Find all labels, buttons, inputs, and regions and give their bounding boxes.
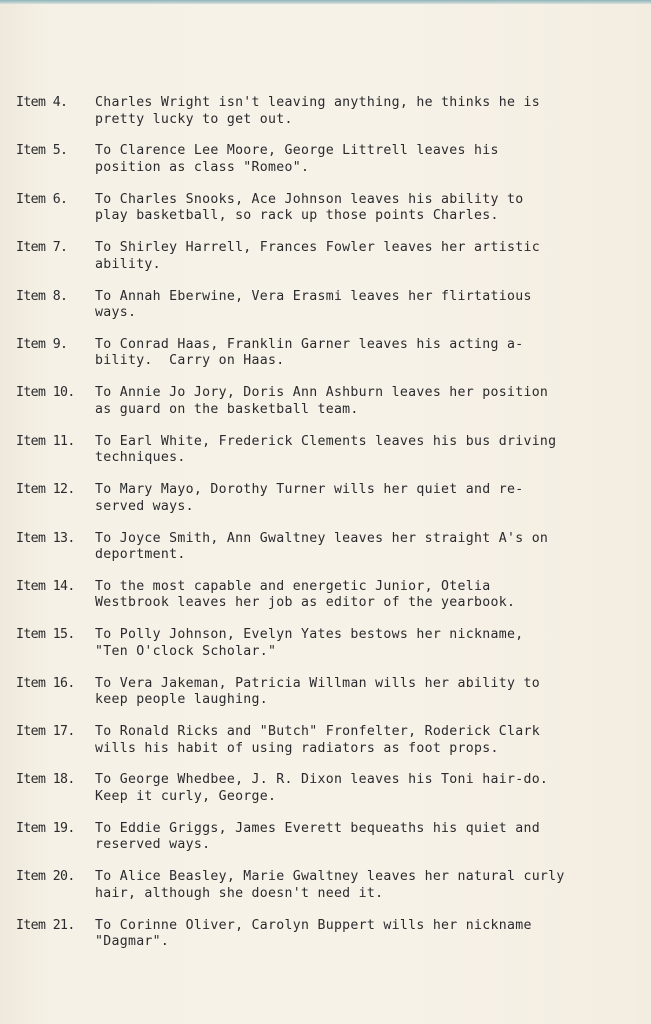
item-number: Item 4. (16, 95, 68, 110)
list-item (16, 289, 646, 337)
list-item (16, 531, 646, 579)
item-line: To the most capable and energetic Junior, Otelia (95, 578, 491, 594)
item-number: Item 17. (16, 724, 75, 740)
item-line: keep people laughing. (95, 692, 269, 708)
item-line: To Polly Johnson, Evelyn Yates bestows her nickname, (95, 627, 524, 643)
bequest-list (16, 95, 646, 966)
item-line: pretty lucky to get out. (95, 111, 293, 127)
item-text (95, 434, 651, 467)
item-number: Item 16. (16, 675, 75, 691)
item-line: To Alice Beasley, Marie Gwaltney leaves her natural curly (95, 869, 565, 885)
list-item (16, 627, 646, 675)
item-line: "Dagmar". (95, 934, 170, 950)
item-line: To Vera Jakeman, Patricia Willman wills her ability to (95, 675, 540, 691)
item-number: Item 19. (16, 820, 75, 836)
item-line: To Joyce Smith, Ann Gwaltney leaves her straight A's on (95, 530, 549, 546)
list-item (16, 385, 646, 433)
list-item (16, 821, 646, 869)
item-number: Item 10. (16, 385, 75, 401)
item-text (95, 240, 651, 273)
item-line: ability. (95, 256, 161, 272)
list-item (16, 434, 646, 482)
item-line: To George Whedbee, J. R. Dixon leaves his Toni hair-do. (95, 772, 549, 788)
item-text (95, 143, 651, 176)
item-text (95, 482, 651, 515)
item-line: techniques. (95, 450, 186, 466)
item-line: To Annie Jo Jory, Doris Ann Ashburn leaves her position (95, 385, 549, 401)
item-text (95, 918, 651, 951)
item-line: To Charles Snooks, Ace Johnson leaves his ability to (95, 191, 524, 207)
item-number: Item 6. (16, 191, 68, 207)
item-line: To Conrad Haas, Franklin Garner leaves his acting a- (95, 336, 524, 352)
item-number: Item 20. (16, 869, 75, 885)
item-number: Item 5. (16, 143, 68, 159)
item-text (95, 289, 651, 322)
list-item (16, 676, 646, 724)
list-item (16, 95, 646, 143)
item-number: Item 8. (16, 288, 68, 304)
list-item (16, 240, 646, 288)
item-number: Item 7. (16, 240, 68, 256)
list-item (16, 143, 646, 191)
item-line: served ways. (95, 498, 194, 514)
item-line: To Mary Mayo, Dorothy Turner wills her quiet and re- (95, 482, 524, 498)
item-line: To Corinne Oliver, Carolyn Buppert wills her nickname (95, 917, 532, 933)
item-number: Item 11. (16, 433, 75, 449)
item-text (95, 95, 651, 128)
list-item (16, 724, 646, 772)
item-text (95, 772, 651, 805)
item-number: Item 21. (16, 917, 75, 933)
item-number: Item 15. (16, 627, 75, 643)
item-line: reserved ways. (95, 837, 211, 853)
item-line: To Annah Eberwine, Vera Erasmi leaves her flirtatious (95, 288, 532, 304)
item-line: "Ten O'clock Scholar." (95, 643, 277, 659)
item-line: To Shirley Harrell, Frances Fowler leaves her artistic (95, 240, 540, 256)
item-number: Item 13. (16, 530, 75, 546)
item-line: as guard on the basketball team. (95, 401, 359, 417)
item-line: Keep it curly, George. (95, 788, 277, 804)
item-line: hair, although she doesn't need it. (95, 885, 384, 901)
item-number: Item 9. (16, 336, 68, 352)
list-item (16, 772, 646, 820)
item-line: bility. Carry on Haas. (95, 353, 285, 369)
item-text (95, 385, 651, 418)
item-line: wills his habit of using radiators as foot props. (95, 740, 499, 756)
list-item (16, 869, 646, 917)
list-item (16, 192, 646, 240)
list-item (16, 337, 646, 385)
item-line: Westbrook leaves her job as editor of the yearbook. (95, 595, 516, 611)
item-line: To Clarence Lee Moore, George Littrell leaves his (95, 143, 499, 159)
list-item (16, 482, 646, 530)
list-item (16, 918, 646, 966)
item-text (95, 579, 651, 612)
item-text (95, 724, 651, 757)
item-text (95, 337, 651, 370)
item-line: To Ronald Ricks and "Butch" Fronfelter, Roderick Clark (95, 724, 540, 740)
list-item (16, 579, 646, 627)
item-text (95, 531, 651, 564)
item-number: Item 14. (16, 578, 75, 594)
page-top-edge (0, 0, 651, 4)
item-line: To Eddie Griggs, James Everett bequeaths his quiet and (95, 820, 540, 836)
item-text (95, 821, 651, 854)
item-line: To Earl White, Frederick Clements leaves his bus driving (95, 433, 557, 449)
item-text (95, 869, 651, 902)
item-line: ways. (95, 305, 137, 321)
item-line: Charles Wright isn't leaving anything, he thinks he is (95, 95, 540, 110)
item-line: play basketball, so rack up those points Charles. (95, 208, 499, 224)
item-line: position as class "Romeo". (95, 159, 310, 175)
item-text (95, 627, 651, 660)
item-line: deportment. (95, 547, 186, 563)
item-number: Item 18. (16, 772, 75, 788)
item-number: Item 12. (16, 482, 75, 498)
item-text (95, 676, 651, 709)
item-text (95, 192, 651, 225)
